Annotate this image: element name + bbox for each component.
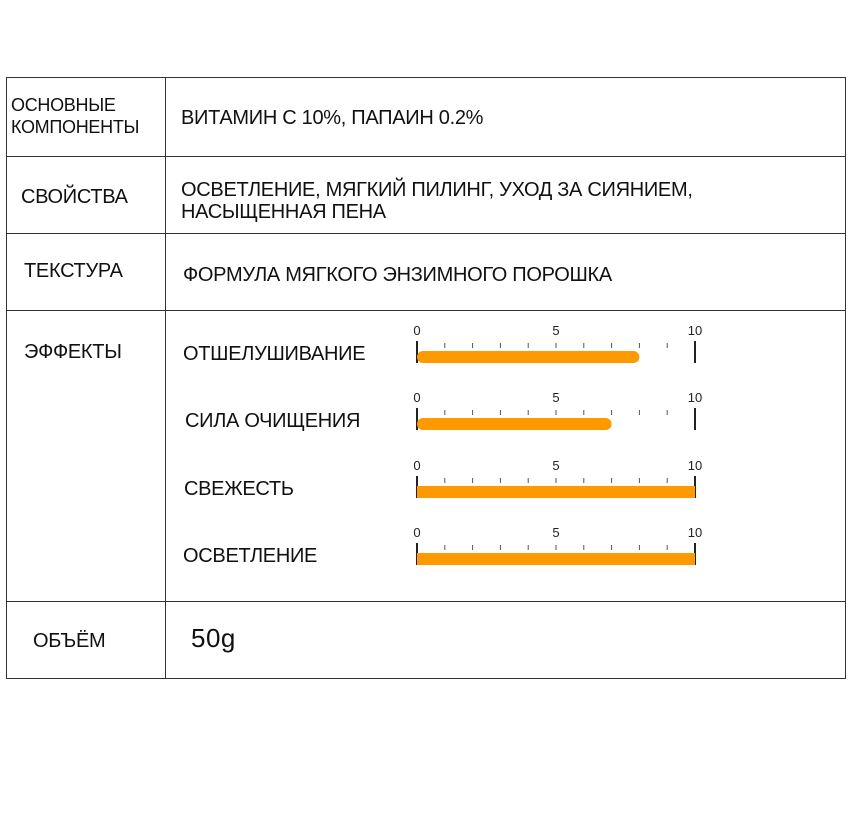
- effect-scale: [407, 458, 705, 508]
- tick-label: 0: [413, 525, 421, 540]
- row-divider: [7, 156, 845, 157]
- tick-label: 5: [552, 458, 560, 473]
- tick-label: 0: [413, 458, 421, 473]
- properties-label: СВОЙСТВА: [21, 186, 128, 208]
- row-divider: [7, 233, 845, 234]
- row-divider: [7, 310, 845, 311]
- properties-value-line1: ОСВЕТЛЕНИЕ, МЯГКИЙ ПИЛИНГ, УХОД ЗА СИЯНИЕМ,: [181, 179, 693, 201]
- tick-label: 10: [687, 458, 703, 473]
- volume-label: ОБЪЁМ: [33, 630, 106, 652]
- effects-label: ЭФФЕКТЫ: [24, 341, 122, 363]
- tick-label: 5: [552, 323, 560, 338]
- effect-scale: [407, 525, 705, 575]
- effect-name: СИЛА ОЧИЩЕНИЯ: [185, 410, 361, 432]
- tick-label: 0: [413, 323, 421, 338]
- texture-value: ФОРМУЛА МЯГКОГО ЭНЗИМНОГО ПОРОШКА: [183, 264, 612, 286]
- effect-level-bar: [417, 553, 695, 565]
- effect-name: ОТШЕЛУШИВАНИЕ: [183, 343, 366, 365]
- effect-level-bar: [417, 486, 695, 498]
- components-label: [11, 94, 139, 138]
- tick-label: 5: [552, 525, 560, 540]
- components-value: ВИТАМИН С 10%, ПАПАИН 0.2%: [181, 107, 484, 129]
- effect-name: СВЕЖЕСТЬ: [184, 478, 294, 500]
- volume-value: 50g: [191, 623, 236, 653]
- effect-level-bar: [417, 351, 639, 363]
- properties-value: [181, 179, 693, 223]
- effect-name: ОСВЕТЛЕНИЕ: [183, 545, 318, 567]
- effect-level-bar: [417, 418, 612, 430]
- texture-label: ТЕКСТУРА: [24, 260, 123, 282]
- effect-scale: [407, 390, 705, 440]
- column-divider: [165, 78, 166, 678]
- components-label-line1: ОСНОВНЫЕ: [11, 95, 116, 115]
- tick-label: 0: [413, 390, 421, 405]
- properties-value-line2: НАСЫЩЕННАЯ ПЕНА: [181, 201, 386, 223]
- effect-scale: [407, 323, 705, 373]
- tick-label: 5: [552, 390, 560, 405]
- tick-label: 10: [687, 525, 703, 540]
- tick-label: 10: [687, 323, 703, 338]
- spec-table: [6, 77, 846, 679]
- components-label-line2: КОМПОНЕНТЫ: [11, 117, 140, 137]
- tick-label: 10: [687, 390, 703, 405]
- row-divider: [7, 601, 845, 602]
